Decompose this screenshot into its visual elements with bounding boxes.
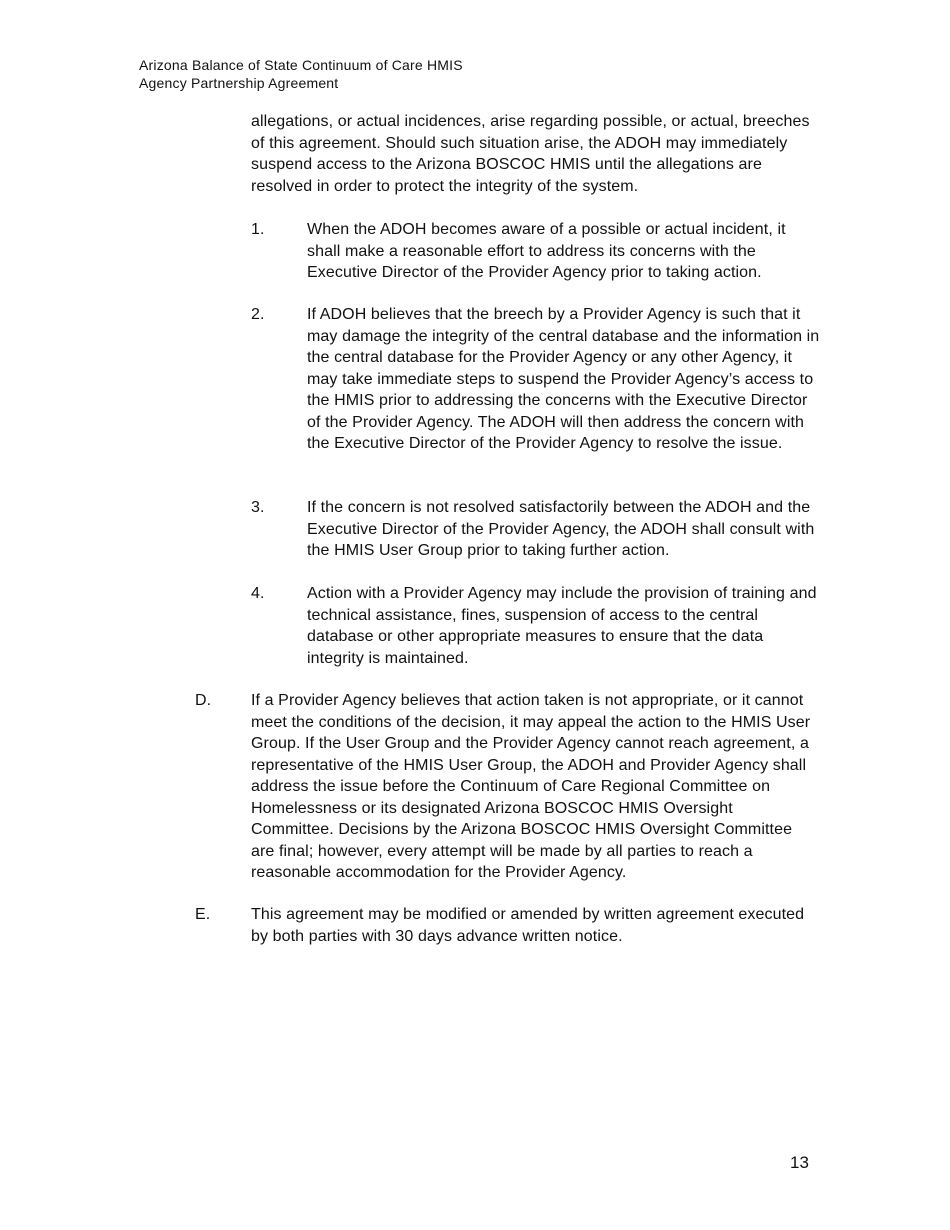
item-number: 1. bbox=[251, 221, 265, 238]
header-title: Arizona Balance of State Continuum of Care HMIS bbox=[139, 57, 463, 73]
page-number: 13 bbox=[790, 1153, 809, 1172]
item-text: If ADOH believes that the breech by a Provider Agency is such that it may damage the integrity of the central database and the information in the central database for the Provider Agency or any other Agency, it may take immediate steps to suspend the Provider Agency’s access to the HMIS prior to addressing the concerns with the Executive Director of the Provider Agency. The ADOH will then address the concern with the Executive Director of the Provider Agency to resolve the issue. bbox=[307, 306, 820, 452]
item-number: 3. bbox=[251, 499, 265, 516]
numbered-item-4 bbox=[251, 583, 821, 669]
item-number: 4. bbox=[251, 585, 265, 602]
item-text: Action with a Provider Agency may include the provision of training and technical assistance, fines, suspension of access to the central database or other appropriate measures to ensure that the data integrity is maintained. bbox=[307, 585, 817, 667]
lettered-item-d bbox=[195, 690, 820, 884]
item-text: This agreement may be modified or amended by written agreement executed by both parties with 30 days advance written notice. bbox=[251, 906, 805, 945]
lettered-item-e bbox=[195, 904, 820, 947]
header-subtitle: Agency Partnership Agreement bbox=[139, 75, 339, 91]
item-text: If the concern is not resolved satisfactorily between the ADOH and the Executive Director of the Provider Agency, the ADOH shall consult with the HMIS User Group prior to taking further action. bbox=[307, 499, 815, 559]
item-letter: D. bbox=[195, 692, 212, 709]
page-header bbox=[139, 56, 463, 92]
item-number: 2. bbox=[251, 306, 265, 323]
intro-paragraph: allegations, or actual incidences, arise regarding possible, or actual, breeches of this agreement. Should such situation arise, the ADOH may immediately suspend access to the Arizona BOSCOC HMIS until the allegations are resolved in order to protect the integrity of the system. bbox=[251, 113, 810, 195]
item-letter: E. bbox=[195, 906, 211, 923]
item-text: If a Provider Agency believes that action taken is not appropriate, or it cannot meet the conditions of the decision, it may appeal the action to the HMIS User Group. If the User Group and the Provider Agency cannot reach agreement, a representative of the HMIS User Group, the ADOH and Provider Agency shall address the issue before the Continuum of Care Regional Committee on Homelessness or its designated Arizona BOSCOC HMIS Oversight Committee. Decisions by the Arizona BOSCOC HMIS Oversight Committee are final; however, every attempt will be made by all parties to reach a reasonable accommodation for the Provider Agency. bbox=[251, 692, 811, 881]
numbered-item-2 bbox=[251, 304, 821, 455]
numbered-item-1 bbox=[251, 219, 821, 284]
numbered-item-3 bbox=[251, 497, 821, 562]
item-text: When the ADOH becomes aware of a possible or actual incident, it shall make a reasonable effort to address its concerns with the Executive Director of the Provider Agency prior to taking action. bbox=[307, 221, 786, 281]
